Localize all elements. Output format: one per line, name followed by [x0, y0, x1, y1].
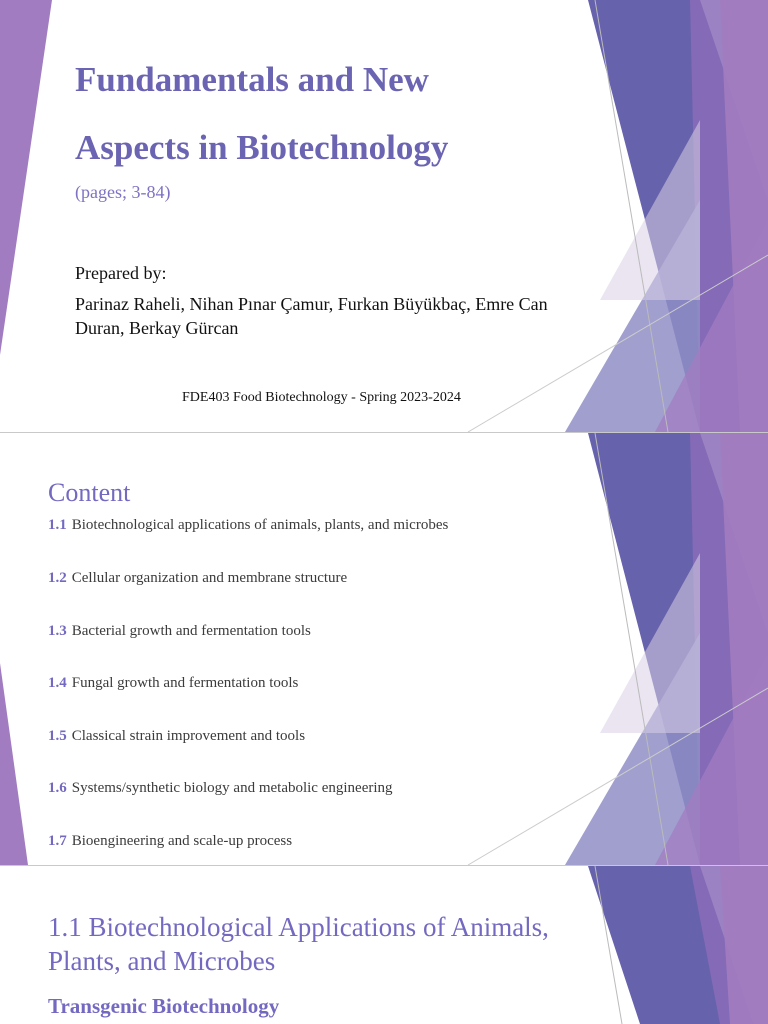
section-subheading: Transgenic Biotechnology	[48, 994, 280, 1018]
item-number: 1.5	[48, 728, 67, 744]
item-text: Bioengineering and scale-up process	[71, 833, 293, 849]
pages-subtitle: (pages; 3-84)	[75, 182, 171, 202]
item-number: 1.2	[48, 570, 67, 586]
item-number: 1.1	[48, 517, 67, 533]
author-list: Parinaz Raheli, Nihan Pınar Çamur, Furkan Büyükbaç, Emre Can Duran, Berkay Gürcan	[75, 294, 548, 338]
contents-item	[48, 675, 298, 692]
course-label: FDE403 Food Biotechnology - Spring 2023-2024	[182, 390, 461, 405]
item-text: Systems/synthetic biology and metabolic engineering	[71, 780, 393, 796]
item-text: Classical strain improvement and tools	[71, 728, 306, 744]
title-line-2: Aspects in Biotechnology	[75, 128, 449, 167]
item-number: 1.3	[48, 623, 67, 639]
contents-item	[48, 623, 311, 640]
item-number: 1.6	[48, 780, 67, 796]
contents-item	[48, 833, 292, 850]
contents-item	[48, 728, 305, 745]
section-heading: 1.1 Biotechnological Applications of Animals, Plants, and Microbes	[48, 912, 549, 976]
slide-title	[75, 46, 575, 182]
item-text: Cellular organization and membrane structure	[71, 570, 348, 586]
item-text: Biotechnological applications of animals, plants, and microbes	[71, 517, 449, 533]
contents-item	[48, 780, 393, 797]
prepared-by-label: Prepared by:	[75, 263, 167, 283]
contents-item	[48, 570, 347, 587]
contents-item	[48, 517, 448, 534]
title-slide	[0, 0, 768, 432]
item-number: 1.7	[48, 833, 67, 849]
left-accent-triangle	[0, 0, 52, 355]
item-text: Bacterial growth and fermentation tools	[71, 623, 311, 639]
title-line-1: Fundamentals and New	[75, 60, 429, 99]
contents-heading: Content	[48, 478, 131, 507]
left-accent-triangle	[0, 663, 28, 865]
item-text: Fungal growth and fermentation tools	[71, 675, 299, 691]
item-number: 1.4	[48, 675, 67, 691]
